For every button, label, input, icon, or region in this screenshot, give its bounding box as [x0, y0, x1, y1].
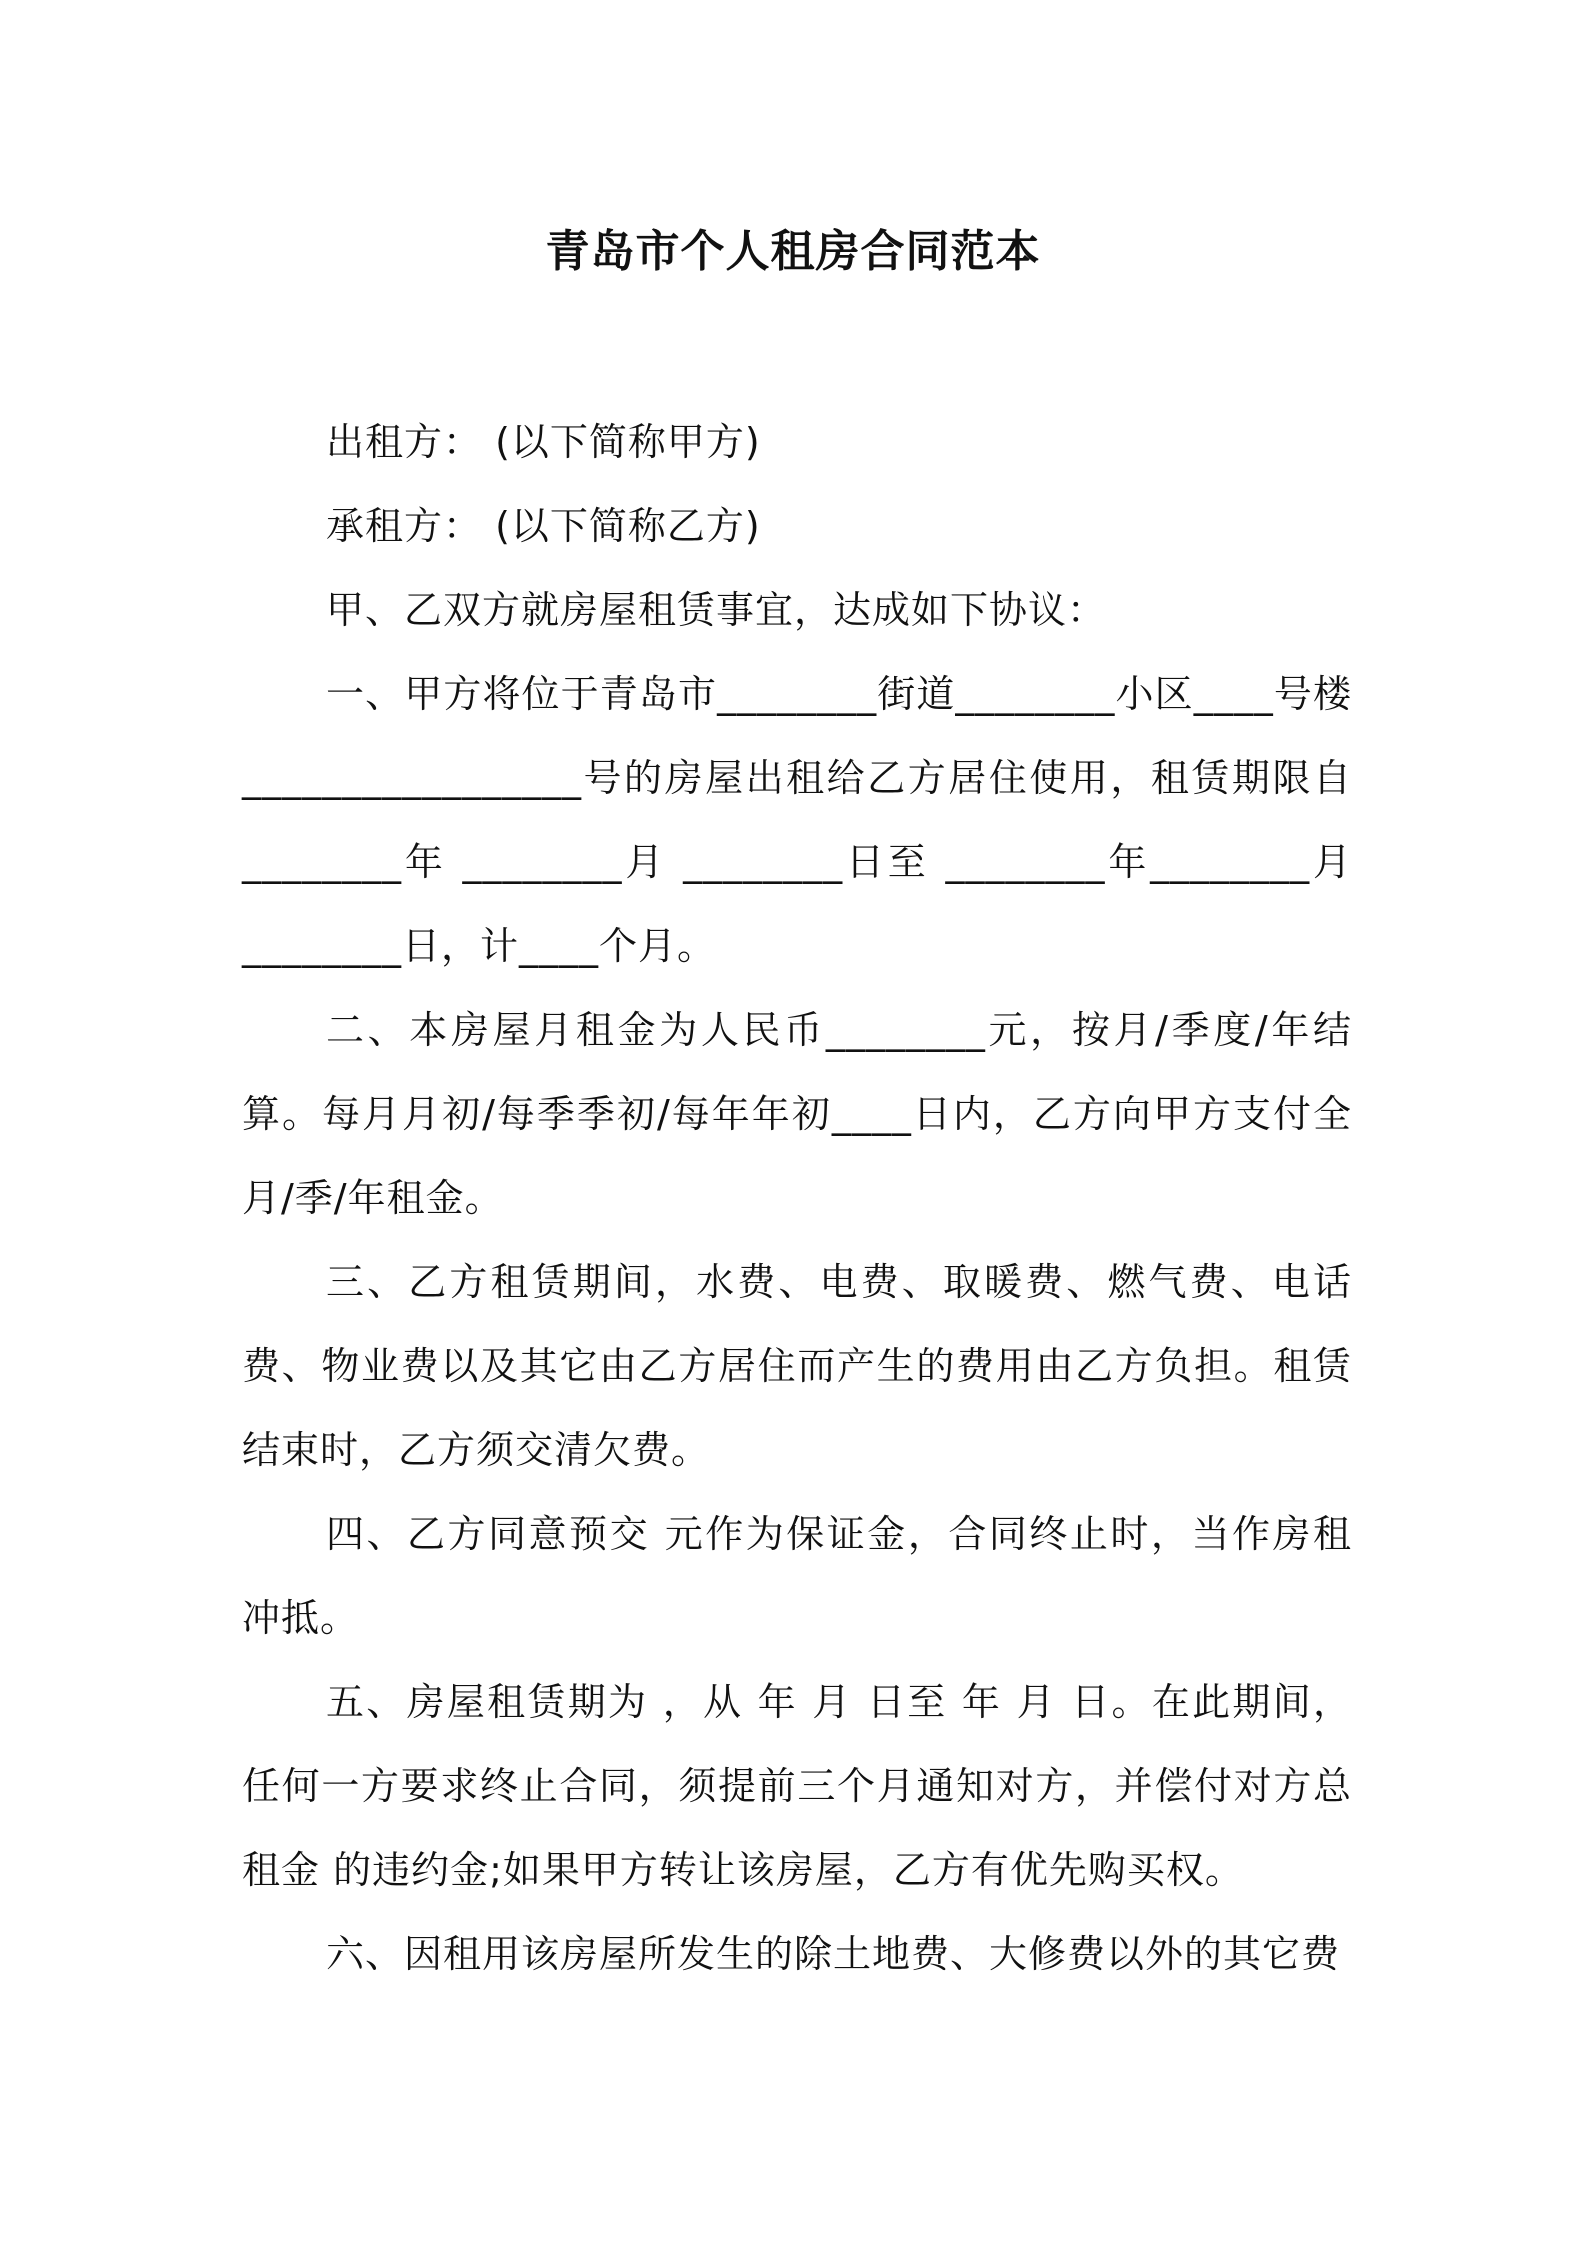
clause-3-fees: 三、乙方租赁期间，水费、电费、取暖费、燃气费、电话费、物业费以及其它由乙方居住而产生的费用由乙方负担。租赁结束时，乙方须交清欠费。	[242, 1260, 1352, 1472]
agreement-intro: 甲、乙双方就房屋租赁事宜，达成如下协议：	[326, 588, 1107, 632]
clause-4-deposit: 四、乙方同意预交 元作为保证金，合同终止时，当作房租冲抵。	[242, 1512, 1352, 1640]
document-title: 青岛市个人租房合同范本	[545, 226, 1041, 277]
clause-1-property: 一、甲方将位于青岛市________街道________小区____号楼_________________号的房屋出租给乙方居住使用，租赁期限自 ________年 ________月 ________日至 ________年________月________日，计____个月。	[242, 672, 1352, 968]
clause-2-rent: 二、本房屋月租金为人民币________元，按月/季度/年结算。每月月初/每季季初/每年年初____日内，乙方向甲方支付全月/季/年租金。	[242, 1008, 1352, 1220]
lessee-line: 承租方： (以下简称乙方)	[326, 504, 761, 548]
clause-6-other-fees: 六、因租用该房屋所发生的除土地费、大修费以外的其它费	[326, 1932, 1341, 1976]
lessor-line: 出租方： (以下简称甲方)	[326, 420, 761, 464]
clause-5-term: 五、房屋租赁期为 ，从 年 月 日至 年 月 日。在此期间，任何一方要求终止合同，须提前三个月通知对方，并偿付对方总租金 的违约金;如果甲方转让该房屋，乙方有优先购买权。	[242, 1680, 1352, 1892]
contract-body	[242, 400, 1352, 1996]
